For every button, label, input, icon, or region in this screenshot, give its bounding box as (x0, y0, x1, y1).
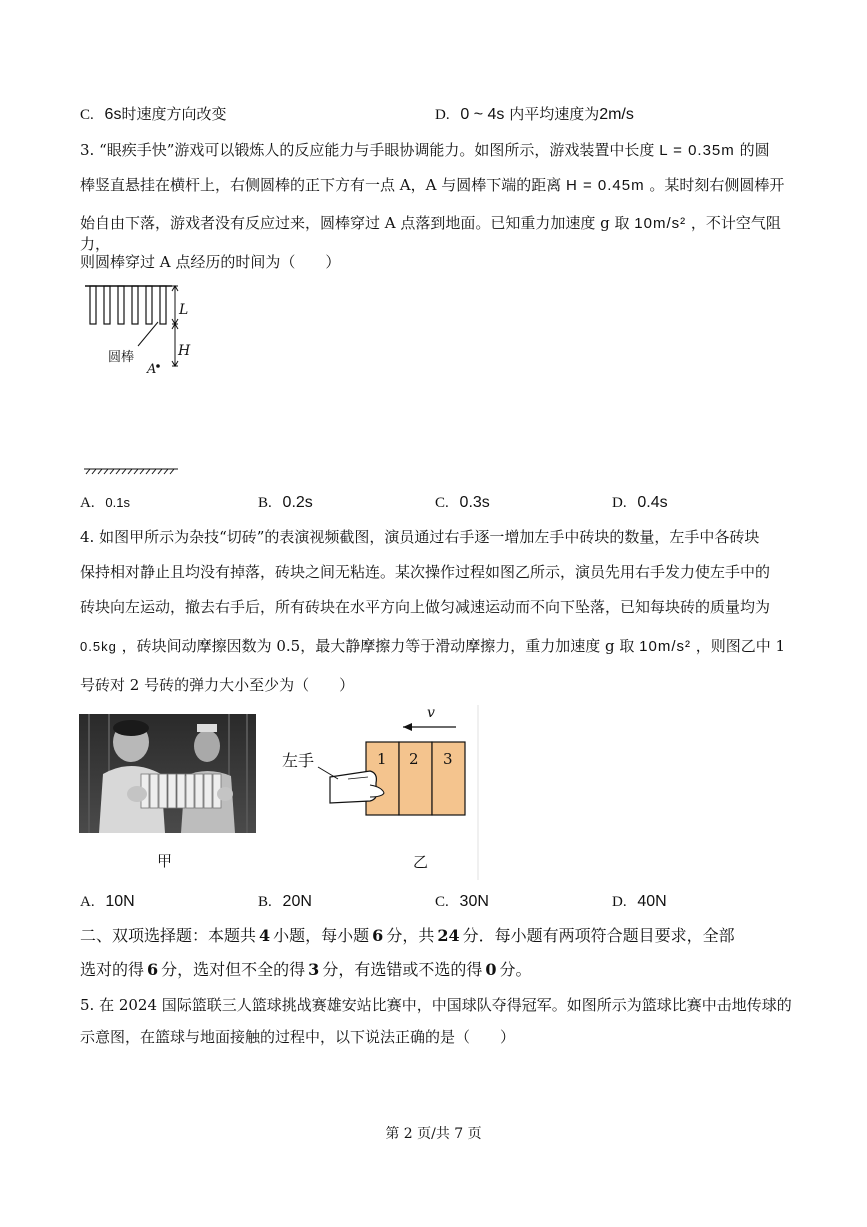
rods (90, 286, 166, 324)
option-label: B. (258, 495, 272, 511)
q4-caption-yi: 乙 (413, 853, 429, 871)
q4-line-2: 保持相对静止且均没有掉落，砖块之间无粘连。某次操作过程如图乙所示，演员先用右手发力使左手中的 (80, 563, 771, 581)
q3-fig-label-H: H (178, 343, 191, 359)
option-label: D. (612, 495, 627, 511)
q3-option-d (612, 492, 668, 513)
section-2-text: 分。 (499, 960, 532, 979)
q4-line-3: 砖块向左运动，撤去右手后，所有砖块在水平方向上做匀减速运动而不向下坠落，已知每块砖的质量均为 (80, 598, 771, 616)
page-footer: 第 2 页/共 7 页 (385, 1126, 482, 1142)
q4-photo-jia (79, 714, 256, 833)
q3-line-3-end: ，不计空气阻力， (80, 214, 781, 253)
option-value: 30N (459, 893, 489, 910)
q3-fig-label-L: L (179, 302, 189, 318)
q3-distance-H: H = 0.45m (566, 177, 645, 194)
brick-1-number: 1 (377, 750, 387, 768)
q2-option-c-value: 6s (104, 106, 122, 123)
q5-line-1: 5. 在 2024 国际篮联三人篮球挑战赛雄安站比赛中，中国球队夺得冠军。如图所示为篮球比赛中击地传球的 (80, 996, 792, 1014)
q4-option-c (435, 891, 489, 912)
q3-line-4: 则圆棒穿过 A 点经历的时间为（ ） (80, 253, 341, 271)
section-2-text: 二、双项选择题：本题共 (80, 926, 257, 945)
point-A-dot (156, 364, 160, 368)
option-label: A. (80, 894, 95, 910)
q3-line-1-end: 的圆 (739, 141, 770, 159)
option-value: 0.2s (282, 494, 313, 511)
q2-option-d-value2: 2m/s (599, 106, 634, 123)
section-2-text: 选对的得 (80, 960, 145, 979)
section-2-num: 3 (308, 960, 320, 979)
q3-line-3-text: 始自由下落，游戏者没有反应过来，圆棒穿过 A 点落到地面。已知重力加速度 g 取 (80, 214, 630, 232)
q3-line-1 (80, 140, 800, 161)
q4-brick-mass: 0.5kg (80, 639, 117, 654)
q5-line-2: 示意图，在篮球与地面接触的过程中，以下说法正确的是（ ） (80, 1028, 516, 1046)
section-2-num: 6 (372, 926, 384, 945)
section-2-num: 0 (485, 960, 497, 979)
q3-length-L: L = 0.35m (659, 142, 735, 159)
q2-option-c-text: 时速度方向改变 (121, 105, 227, 123)
q4-line-4-end: ，则图乙中 1 (695, 637, 786, 655)
section-2-num: 6 (147, 960, 159, 979)
q4-diagram-yi (278, 705, 488, 880)
section-2-text: 分，共 (386, 926, 435, 945)
option-value: 40N (637, 893, 667, 910)
section-2-heading-line-1 (80, 925, 800, 947)
section-2-text: 分，选对但不全的得 (161, 960, 306, 979)
q4-caption-jia: 甲 (157, 852, 173, 870)
q2-option-d-text: 内平均速度为 (509, 105, 600, 123)
q3-fig-label-rod: 圆棒 (108, 350, 135, 365)
q4-option-d (612, 891, 667, 912)
q2-option-d (435, 104, 634, 125)
option-value: 20N (282, 893, 312, 910)
q4-fig-left-hand: 左手 (282, 751, 315, 770)
q4-gravity: 10m/s² (639, 638, 691, 655)
q3-line-2 (80, 175, 800, 196)
q2-option-d-value: 0 ~ 4s (460, 106, 505, 123)
option-label: D. (612, 894, 627, 910)
q4-fig-v: v (427, 705, 435, 721)
q3-option-c (435, 492, 490, 513)
brick-3-number: 3 (443, 750, 453, 768)
section-2-text: 分，有选错或不选的得 (322, 960, 483, 979)
q3-gravity: 10m/s² (634, 215, 687, 232)
q3-line-3 (80, 213, 800, 254)
option-label: B. (258, 894, 272, 910)
ground-hatch (84, 469, 178, 474)
option-value: 0.1s (105, 495, 130, 510)
q4-option-a (80, 891, 135, 912)
section-2-heading-line-2 (80, 959, 800, 981)
q3-line-2-end: 。某时刻右侧圆棒开 (649, 176, 785, 194)
hand-pointer-line (318, 767, 338, 779)
q3-option-b (258, 492, 313, 513)
option-value: 0.4s (637, 494, 668, 511)
rod-pointer-line (138, 322, 158, 346)
q3-line-2-text: 棒竖直悬挂在横杆上，右侧圆棒的正下方有一点 A，A 与圆棒下端的距离 (80, 176, 562, 194)
q4-option-b (258, 891, 312, 912)
q2-option-d-label: D. (435, 107, 450, 123)
brick-2-number: 2 (409, 750, 419, 768)
q3-line-1-text: 3. “眼疾手快”游戏可以锻炼人的反应能力与手眼协调能力。如图所示，游戏装置中长度 (80, 141, 655, 159)
option-value: 10N (105, 893, 135, 910)
section-2-num: 4 (259, 926, 271, 945)
option-value: 0.3s (459, 494, 490, 511)
q2-option-c-label: C. (80, 107, 94, 123)
q3-option-a (80, 492, 130, 513)
option-label: C. (435, 495, 449, 511)
section-2-text: 分．每小题有两项符合题目要求，全部 (462, 926, 735, 945)
q2-option-c (80, 104, 226, 125)
section-2-text: 小题，每小题 (273, 926, 370, 945)
option-label: A. (80, 495, 95, 511)
q4-line-4-text: ，砖块间动摩擦因数为 0.5，最大静摩擦力等于滑动摩擦力，重力加速度 g 取 (121, 637, 635, 655)
option-label: C. (435, 894, 449, 910)
q4-line-1: 4. 如图甲所示为杂技“切砖”的表演视频截图，演员通过右手逐一增加左手中砖块的数量，左手中各砖块 (80, 528, 760, 546)
q4-line-4 (80, 636, 800, 657)
q4-line-5: 号砖对 2 号砖的弹力大小至少为（ ） (80, 676, 355, 694)
section-2-num: 24 (437, 926, 460, 945)
q3-fig-label-A: A (147, 362, 157, 377)
